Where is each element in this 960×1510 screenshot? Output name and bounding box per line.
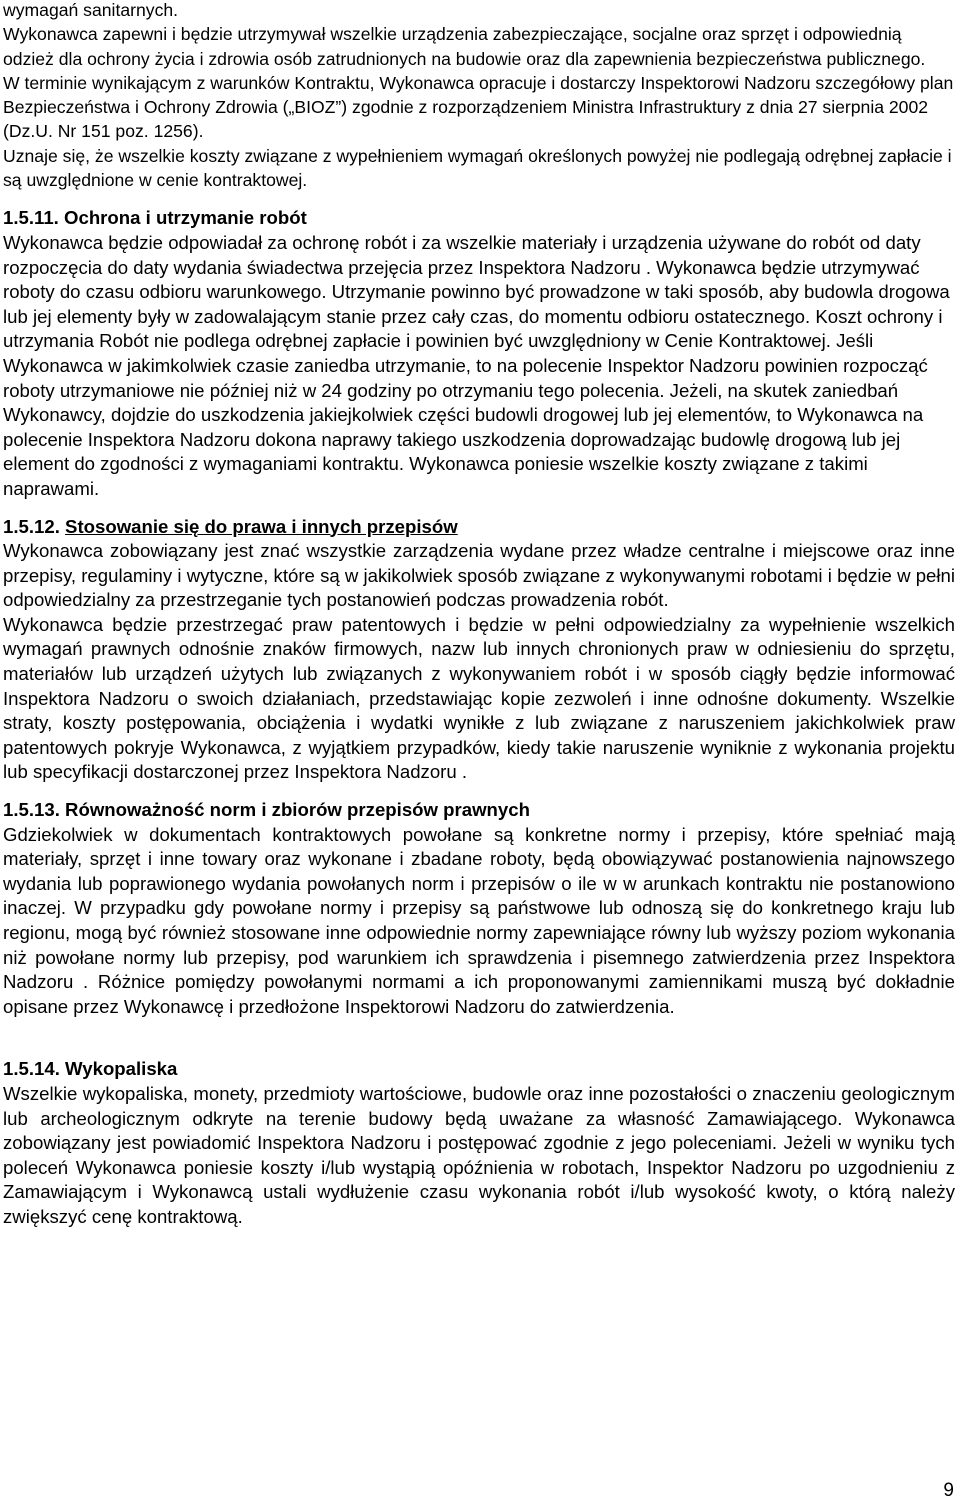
document-page — [3, 0, 955, 1230]
section-title: Stosowanie się do prawa i innych przepisów — [65, 515, 458, 537]
section-number: 1.5.12. — [3, 515, 60, 537]
section-number: 1.5.13. — [3, 799, 60, 821]
section-heading-1-5-12 — [3, 515, 955, 540]
section-heading-1-5-13 — [3, 798, 955, 823]
paragraph-costs-included: Uznaje się, że wszelkie koszty związane z wypełnieniem wymagań określonych powyżej nie podlegają odrębnej zapłacie i są uwzględnione w cenie kontraktowej. — [3, 145, 952, 191]
section-number: 1.5.14. — [3, 1058, 60, 1080]
section-heading-1-5-11 — [3, 206, 955, 231]
paragraph-sanitary-requirements: wymagań sanitarnych. — [3, 0, 179, 20]
section-heading-1-5-14 — [3, 1057, 955, 1082]
paragraph-bioz-plan: W terminie wynikającym z warunków Kontraktu, Wykonawca opracuje i dostarczy Inspektorowi Nadzoru szczegółowy plan Bezpieczeństwa i Ochrony Zdrowia („BIOZ”) zgodnie z rozporządzeniem Ministra Infrastruktury z dnia 27 sierpnia 2002 (Dz.U. Nr 151 poz. 1256). — [3, 72, 954, 142]
paragraph-works-protection: Wykonawca będzie odpowiadał za ochronę robót i za wszelkie materiały i urządzenia używane do robót od daty rozpoczęcia do daty wydania świadectwa przejęcia przez Inspektora Nadzoru . Wykonawca będzie utrzymywać roboty do czasu odbioru warunkowego. Utrzymanie powinno być prowadzone w taki sposób, aby budowla drogowa lub jej elementy były w zadowalającym stanie przez cały czas, do momentu odbioru ostatecznego. Koszt ochrony i utrzymania Robót nie podlega odrębnej zapłacie i powinien być uwzględniony w Cenie Kontraktowej. Jeśli Wykonawca w jakimkolwiek czasie zaniedba utrzymanie, to na polecenie Inspektor Nadzoru powinien rozpocząć roboty utrzymaniowe nie później niż w 24 godziny po otrzymaniu tego polecenia. Jeżeli, na skutek zaniedbań Wykonawcy, dojdzie do uszkodzenia jakiejkolwiek części budowli drogowej lub jej elementów, to Wykonawca na polecenie Inspektora Nadzoru dokona naprawy takiego uszkodzenia doprowadzając budowlę drogową lub jej element do zgodności z wymaganiami kontraktu. Wykonawca poniesie wszelkie koszty związane z takimi naprawami. — [3, 231, 950, 499]
paragraph-norms-equivalence: Gdziekolwiek w dokumentach kontraktowych powołane są konkretne normy i przepisy, które spełniać mają materiały, sprzęt i inne towary oraz wykonane i zbadane roboty, będą obowiązywać postanowienia najnowszego wydania lub poprawionego wydania powołanych norm i przepisów o ile w w arunkach kontraktu nie postanowiono inaczej. W przypadku gdy powołane normy i przepisy są państwowe lub odnoszą się do konkretnego kraju lub regionu, mogą być również stosowane inne odpowiednie normy zapewniające równy lub wyższy poziom wykonania niż powołane normy lub przepisy, pod warunkiem ich sprawdzenia i pisemnego zatwierdzenia przez Inspektora Nadzoru . Różnice pomiędzy powołanymi normami a ich proponowanymi zamiennikami muszą być dokładnie opisane przez Wykonawcę i przedłożone Inspektorowi Nadzoru do zatwierdzenia. — [3, 823, 955, 1017]
section-title: Wykopaliska — [65, 1058, 178, 1080]
paragraph-patent-rights: Wykonawca będzie przestrzegać praw patentowych i będzie w pełni odpowiedzialny za wypełnienie wszelkich wymagań prawnych odnośnie znaków firmowych, nazw lub innych chronionych praw w odniesieniu do sprzętu, materiałów lub urządzeń użytych lub związanych z wykonywaniem robót i w sposób ciągły będzie informować Inspektora Nadzoru o swoich działaniach, przedstawiając kopie zezwoleń i inne odnośne dokumenty. Wszelkie straty, koszty postępowania, obciążenia i wydatki wynikłe z lub związane z naruszeniem jakichkolwiek praw patentowych pokryje Wykonawca, z wyjątkiem przypadków, kiedy takie naruszenie wyniknie z wykonania projektu lub specyfikacji dostarczonej przez Inspektora Nadzoru . — [3, 613, 955, 783]
paragraph-excavations: Wszelkie wykopaliska, monety, przedmioty wartościowe, budowle oraz inne pozostałości o znaczeniu geologicznym lub archeologicznym odkryte na terenie budowy będą uważane za własność Zamawiającego. Wykonawca zobowiązany jest powiadomić Inspektora Nadzoru i postępować zgodnie z jego poleceniami. Jeżeli w wyniku tych poleceń Wykonawca poniesie koszty i/lub wystąpią opóźnienia w robotach, Inspektor Nadzoru po uzgodnieniu z Zamawiającym i Wykonawcą ustali wydłużenie czasu wykonania robót i/lub wysokość kwoty, o którą należy zwiększyć cenę kontraktową. — [3, 1082, 955, 1227]
section-title: Ochrona i utrzymanie robót — [64, 207, 307, 229]
page-number: 9 — [943, 1480, 954, 1501]
paragraph-regulations-compliance: Wykonawca zobowiązany jest znać wszystkie zarządzenia wydane przez władze centralne i miejscowe oraz inne przepisy, regulaminy i wytyczne, które są w jakikolwiek sposób związane z wykonywanymi robotami i będzie w pełni odpowiedzialny za przestrzeganie tych postanowień podczas prowadzenia robót. — [3, 540, 955, 611]
section-title: Równoważność norm i zbiorów przepisów prawnych — [65, 799, 530, 821]
section-number: 1.5.11. — [3, 207, 59, 229]
paragraph-safety-equipment: Wykonawca zapewni i będzie utrzymywał wszelkie urządzenia zabezpieczające, socjalne oraz sprzęt i odpowiednią odzież dla ochrony życia i zdrowia osób zatrudnionych na budowie oraz dla zapewnienia bezpieczeństwa publicznego. — [3, 24, 926, 69]
